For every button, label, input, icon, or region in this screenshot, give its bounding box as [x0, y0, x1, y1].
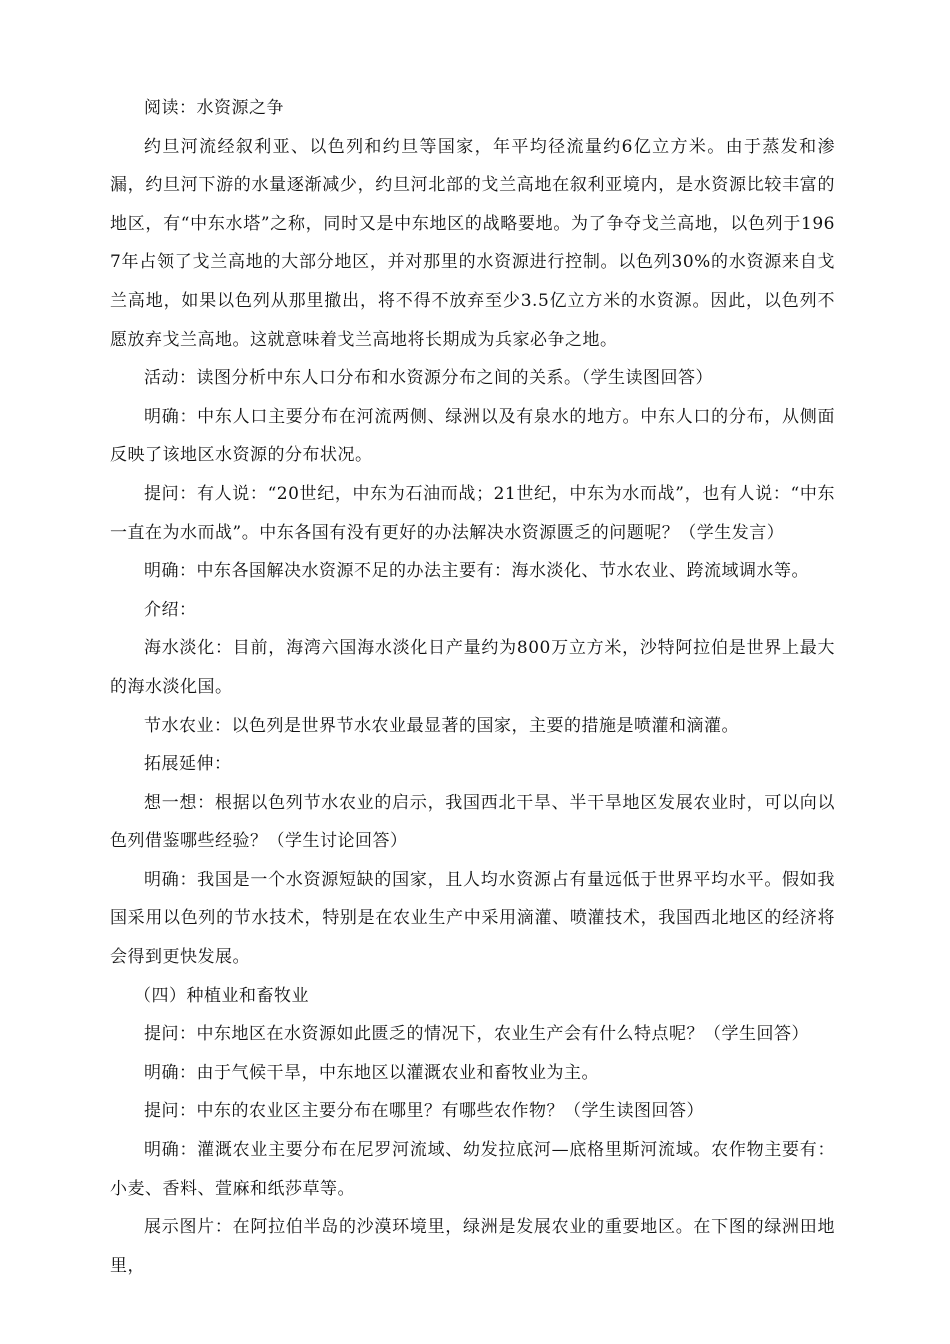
question-paragraph: 提问：中东地区在水资源如此匮乏的情况下，农业生产会有什么特点呢？（学生回答）	[144, 1024, 809, 1045]
reading-body: 约旦河流经叙利亚、以色列和约旦等国家，年平均径流量约6亿立方米。由于蒸发和渗漏，约旦河下游的水量逐渐减少，约旦河北部的戈兰高地在叙利亚境内，是水资源比较丰富的地区，有“中东水塔”之称，同时又是中东地区的战略要地。为了争夺戈兰高地，以色列于1967年占领了戈兰高地的大部分地区，并对那里的水资源进行控制。以色列30%的水资源来自戈兰高地，如果以色列从那里撤出，将不得不放弃至少3.5亿立方米的水资源。因此，以色列不愿放弃戈兰高地。这就意味着戈兰高地将长期成为兵家必争之地。	[110, 136, 835, 350]
section-heading: （四）种植业和畜牧业	[134, 985, 309, 1006]
clarify-paragraph: 明确：中东各国解决水资源不足的办法主要有：海水淡化、节水农业、跨流域调水等。	[144, 561, 809, 582]
activity-paragraph: 活动：读图分析中东人口分布和水资源分布之间的关系。（学生读图回答）	[144, 368, 713, 389]
clarify-paragraph: 明确：灌溉农业主要分布在尼罗河流域、幼发拉底河—底格里斯河流域。农作物主要有：小麦、香料、萱麻和纸莎草等。	[110, 1140, 835, 1199]
extension-heading: 拓展延伸：	[144, 754, 232, 775]
reading-title: 阅读：水资源之争	[144, 98, 284, 118]
document-page	[110, 89, 835, 1285]
clarify-paragraph: 明确：我国是一个水资源短缺的国家，且人均水资源占有量远低于世界平均水平。假如我国采用以色列的节水技术，特别是在农业生产中采用滴灌、喷灌技术，我国西北地区的经济将会得到更快发展。	[110, 869, 835, 968]
think-paragraph: 想一想：根据以色列节水农业的启示，我国西北干旱、半干旱地区发展农业时，可以向以色列借鉴哪些经验？（学生讨论回答）	[110, 792, 835, 852]
desalination-paragraph: 海水淡化：目前，海湾六国海水淡化日产量约为800万立方米，沙特阿拉伯是世界上最大的海水淡化国。	[110, 638, 835, 697]
clarify-paragraph: 明确：由于气候干旱，中东地区以灌溉农业和畜牧业为主。	[144, 1062, 599, 1083]
question-paragraph: 提问：有人说：“20世纪，中东为石油而战；21世纪，中东为水而战”，也有人说：“中东一直在为水而战”。中东各国有没有更好的办法解决水资源匮乏的问题呢？（学生发言）	[110, 483, 835, 543]
clarify-paragraph: 明确：中东人口主要分布在河流两侧、绿洲以及有泉水的地方。中东人口的分布，从侧面反映了该地区水资源的分布状况。	[110, 406, 835, 466]
show-picture-paragraph: 展示图片：在阿拉伯半岛的沙漠环境里，绿洲是发展农业的重要地区。在下图的绿洲田地里，	[110, 1217, 835, 1276]
intro-heading: 介绍：	[144, 599, 197, 620]
water-saving-paragraph: 节水农业：以色列是世界节水农业最显著的国家，主要的措施是喷灌和滴灌。	[144, 715, 739, 736]
question-paragraph: 提问：中东的农业区主要分布在哪里？有哪些农作物？（学生读图回答）	[144, 1101, 704, 1122]
